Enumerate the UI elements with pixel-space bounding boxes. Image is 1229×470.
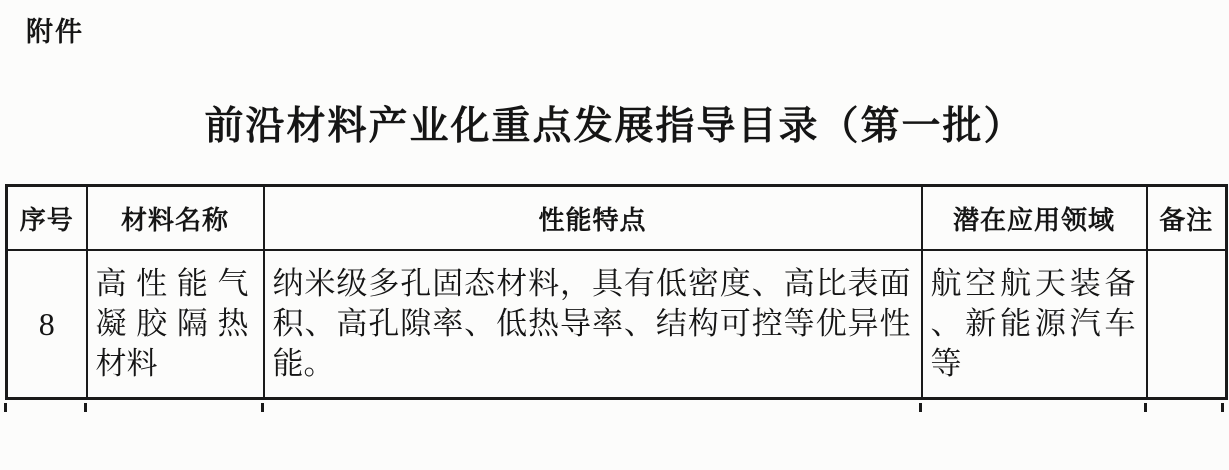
catalog-table: [5, 184, 1228, 400]
header-applications: 潜在应用领域: [922, 186, 1147, 251]
table-row: [7, 250, 1227, 399]
page-title: 前沿材料产业化重点发展指导目录（第一批）: [204, 105, 1025, 148]
table-header-row: [7, 186, 1227, 251]
material-name-text: 高性能气凝胶隔热材料: [95, 266, 249, 381]
table-continuation-stub: [1221, 403, 1224, 412]
cell-seq: 8: [7, 250, 87, 399]
cell-material-name: [87, 250, 264, 399]
table-continuation-stub: [919, 403, 922, 412]
table-continuation-stub: [261, 403, 264, 412]
performance-text: 纳米级多孔固态材料，具有低密度、高比表面积、高孔隙率、低热导率、结构可控等优异性能。: [272, 266, 911, 381]
attachment-label: 附件: [26, 17, 84, 47]
table-continuation-stub: [4, 403, 7, 412]
table-continuation-stub: [1144, 403, 1147, 412]
table-continuation-stub: [84, 403, 87, 412]
header-performance: 性能特点: [264, 186, 922, 251]
applications-text: 航空航天装备、新能源汽车等: [930, 266, 1136, 381]
header-remark: 备注: [1147, 186, 1227, 251]
cell-applications: [922, 250, 1147, 399]
header-material-name: 材料名称: [87, 186, 264, 251]
cell-performance: [264, 250, 922, 399]
header-seq: 序号: [7, 186, 87, 251]
cell-remark: [1147, 250, 1227, 399]
